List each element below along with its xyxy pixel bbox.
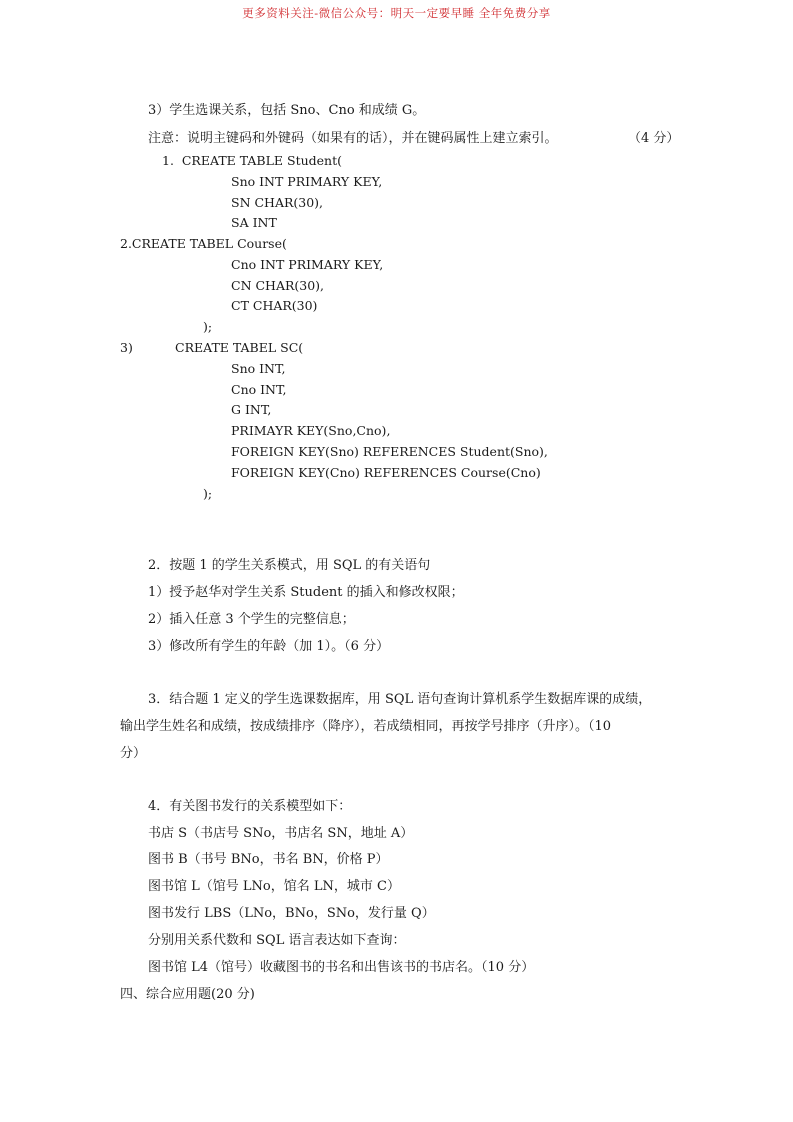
code-line: CN CHAR(30), [231,278,325,293]
section-4-title: 四、综合应用题(20 分) [120,987,255,1002]
q2-item: 1）授予赵华对学生关系 Student 的插入和修改权限； [148,585,464,600]
q4-item: 书店 S（书店号 SNo，书店名 SN，地址 A） [148,826,414,841]
q2-item: 2）插入任意 3 个学生的完整信息； [148,612,355,627]
q4-title: 4．有关图书发行的关系模型如下： [148,799,352,814]
q4-item: 图书馆 L（馆号 LNo，馆名 LN，城市 C） [148,879,400,894]
code-line: PRIMAYR KEY(Sno,Cno), [231,423,391,438]
q2-item: 3）修改所有学生的年龄（加 1）。（6 分） [148,639,390,654]
code-line: ); [203,319,213,334]
q3-line: 3．结合题 1 定义的学生选课数据库，用 SQL 语句查询计算机系学生数据库课的成绩， [148,692,652,707]
code-line: FOREIGN KEY(Sno) REFERENCES Student(Sno), [231,444,548,459]
code-line: 1. CREATE TABLE Student( [162,153,343,168]
q4-item: 分别用关系代数和 SQL 语言表达如下查询： [148,933,406,948]
code-line: CREATE TABEL SC( [175,340,304,355]
q3-line: 分） [120,746,147,761]
code-line: SN CHAR(30), [231,195,324,210]
code-line: CT CHAR(30) [231,298,318,313]
code-line: FOREIGN KEY(Cno) REFERENCES Course(Cno) [231,465,541,480]
q3-line: 输出学生姓名和成绩，按成绩排序（降序），若成绩相同，再按学号排序（升序）。（10 [120,719,612,734]
q1-part3-note: 注意：说明主键码和外键码（如果有的话），并在键码属性上建立索引。 [148,131,558,146]
code-line: SA INT [231,215,277,230]
q4-item: 图书 B（书号 BNo，书名 BN，价格 P） [148,852,389,867]
q4-item: 图书发行 LBS（LNo，BNo，SNo，发行量 Q） [148,906,435,921]
header-banner: 更多资料关注-微信公众号：明天一定要早睡 全年免费分享 [242,6,551,20]
q1-part3-item: 3）学生选课关系，包括 Sno、Cno 和成绩 G。 [148,103,426,118]
code-line: Sno INT PRIMARY KEY, [231,174,383,189]
code-line: 3) [120,340,133,355]
code-line: Sno INT, [231,361,286,376]
q1-part3-score: （4 分） [628,131,680,146]
code-line: ); [203,486,213,501]
q2-title: 2．按题 1 的学生关系模式，用 SQL 的有关语句 [148,558,431,573]
code-line: G INT, [231,402,272,417]
code-line: 2.CREATE TABEL Course( [120,236,287,251]
code-line: Cno INT PRIMARY KEY, [231,257,384,272]
code-line: Cno INT, [231,382,287,397]
q4-item: 图书馆 L4（馆号）收藏图书的书名和出售该书的书店名。（10 分） [148,960,535,975]
